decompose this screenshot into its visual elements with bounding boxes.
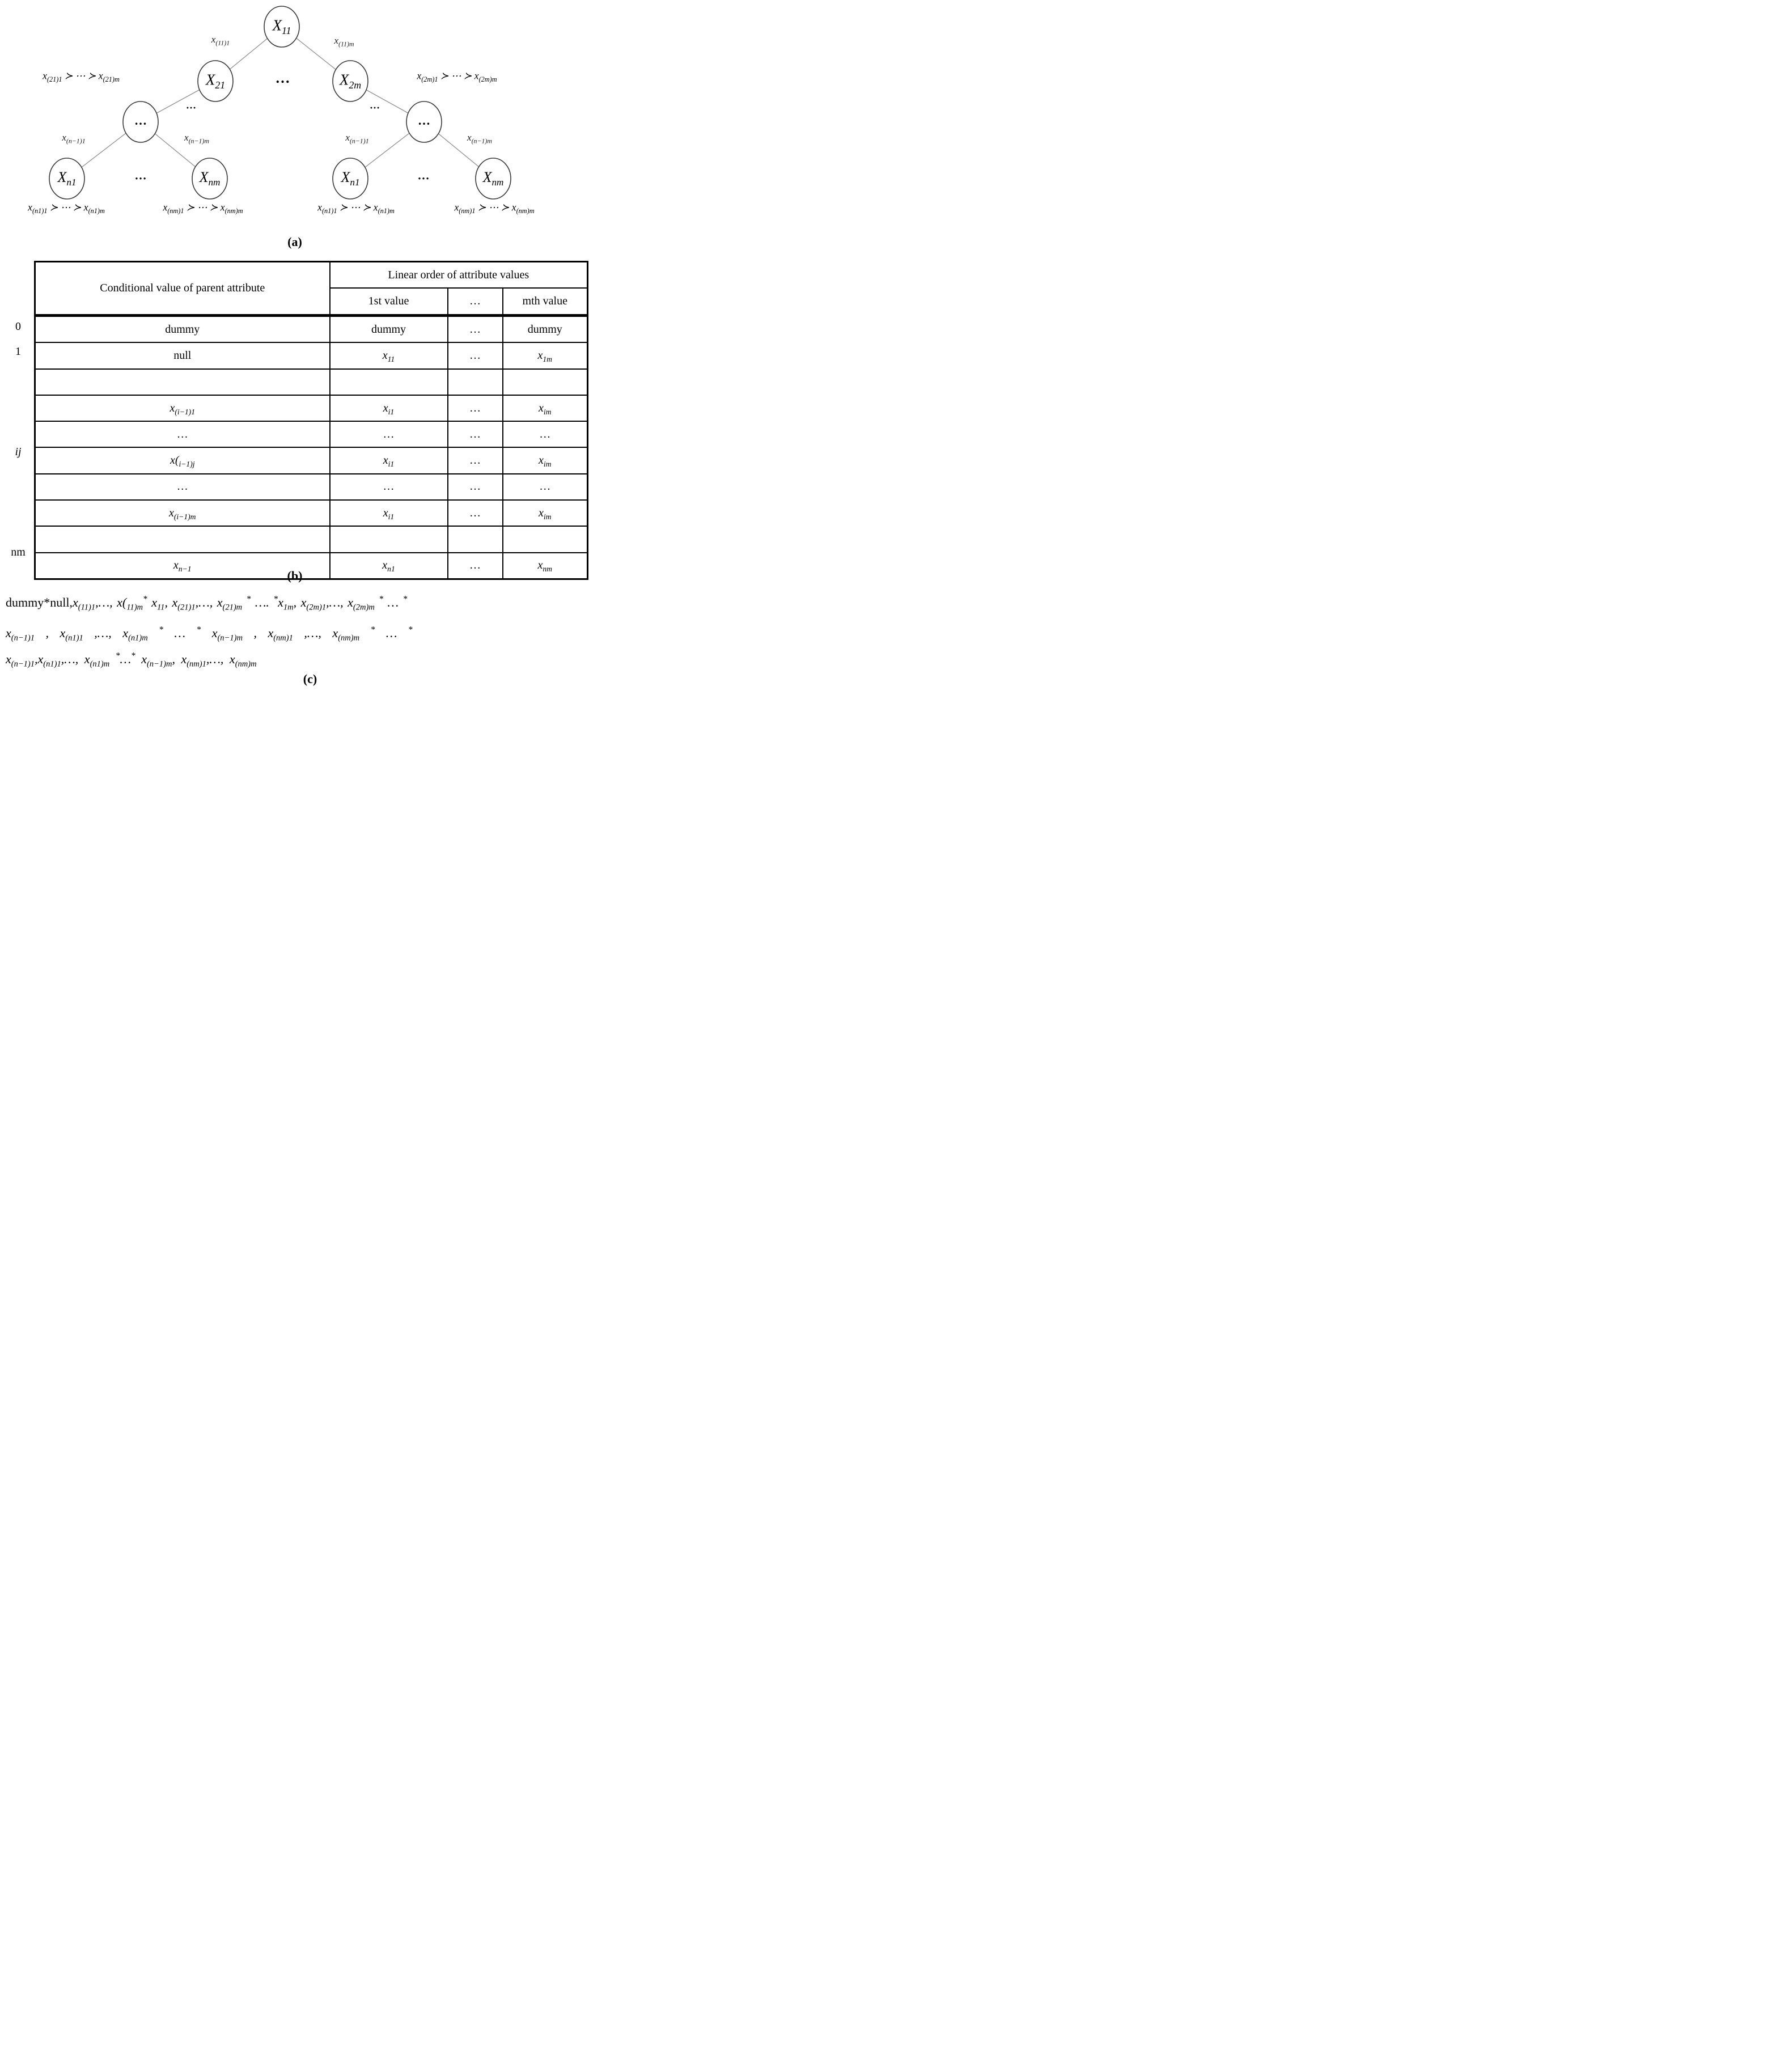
node-x2m-label: $X_{2m}$ [339,71,362,91]
order-label-xn1-left: $x_{(n1)1}$ ≻ ⋯ ≻ $x_{(n1)m}$ [28,201,105,215]
order-value-cell: … [448,395,503,421]
edge-label-xn11-right: $x_{(n-1)1}$ [345,132,369,145]
level3-ellipsis-left: … [186,99,196,111]
order-value-cell: … [330,474,448,500]
mth-value-header: mth value [503,288,588,316]
row-index-label [6,389,31,414]
mid-ellipsis-header: … [448,288,503,316]
order-value-cell: … [448,342,503,368]
order-value-cell: $x_{n1}$ [330,553,448,579]
level3-ellipsis-right: … [370,99,380,111]
formula-line-3: $x_{(n-1)1},x_{(n1)1},\dots$, $x_{(n1)m}$ *…* $x_{(n-1)m}$, $x_{(nm)1},\dots$, $x_{(nm)m}$ [6,651,257,669]
level2-ellipsis: … [275,70,291,86]
leaf-ellipsis-right: … [417,168,430,183]
row-index-label: nm [11,546,26,559]
formula-prefix: dummy*null, [6,595,73,609]
edge-label-xn1m-left: $x_{(n-1)m}$ [184,132,209,145]
table-row [35,553,588,579]
order-value-cell: $x_{im}$ [503,500,588,526]
figure-canvas [0,0,596,690]
order-value-cell: $x_{1m}$ [503,342,588,368]
table-row [35,474,588,500]
order-value-cell: $x_{i1}$ [330,447,448,473]
table-row [35,526,588,552]
row-index-label [6,490,31,515]
first-value-header: 1st value [330,288,448,316]
panel-c-label: (c) [303,672,317,686]
order-label-xn1-right: $x_{(n1)1}$ ≻ ⋯ ≻ $x_{(n1)m}$ [317,201,395,215]
order-value-cell: $x_{i1}$ [330,395,448,421]
node-x21-label: $X_{21}$ [205,71,226,91]
order-value-cell: … [448,553,503,579]
conditional-values-table [34,261,588,580]
parent-attribute-cell: $x_{(i-1)1}$ [35,395,330,421]
row-index-label: ij [15,446,22,459]
linear-order-group-header: Linear order of attribute values [330,262,588,289]
parent-attribute-cell: null [35,342,330,368]
table-row [35,421,588,447]
row-index-label [6,515,31,540]
tree-panel [0,0,596,252]
parent-attribute-cell: $x_{n-1}$ [35,553,330,579]
leaf-xn1-left: $X_{n1}$ [57,169,77,188]
edge-label-x111: $x_{(11)1}$ [211,34,230,47]
row-index-label [6,414,31,439]
panel-b-label: (b) [287,569,303,583]
order-value-cell: … [448,421,503,447]
order-value-cell [448,369,503,395]
row-index-label: 1 [15,345,21,358]
table-body [35,316,588,579]
formula-line-2: $x_{(n-1)1}$ , $x_{(n1)1}$ ,…, $x_{(n1)m}$ * … * $x_{(n-1)m}$ , $x_{(nm)1}$ ,…, $x_{(nm)m}$ * … * [6,625,413,643]
order-value-cell: … [448,316,503,343]
order-value-cell: $x_{11}$ [330,342,448,368]
order-value-cell [448,526,503,552]
row-labels [6,314,31,565]
ellipsis-node-right-label: … [418,113,430,128]
order-value-cell: … [503,474,588,500]
order-value-cell: $x_{nm}$ [503,553,588,579]
order-value-cell [330,526,448,552]
leaf-xnm-left: $X_{nm}$ [199,169,221,188]
parent-attribute-cell: dummy [35,316,330,343]
parent-attribute-cell: $x(_{i-1)j}$ [35,447,330,473]
parent-attribute-cell [35,526,330,552]
table-row [35,500,588,526]
edge-label-xn1m-right: $x_{(n-1)m}$ [467,132,492,145]
panel-a-label: (a) [287,235,302,249]
table-row [35,369,588,395]
row-index-label [6,365,31,389]
order-value-cell: … [448,447,503,473]
edge-label-x11m: $x_{(11)m}$ [334,35,354,48]
order-label-x21: $x_{(21)1}$ ≻ ⋯ ≻ $x_{(21)m}$ [43,70,120,83]
order-label-xnm-left: $x_{(nm)1}$ ≻ ⋯ ≻ $x_{(nm)m}$ [163,201,243,215]
order-label-xnm-right: $x_{(nm)1}$ ≻ ⋯ ≻ $x_{(nm)m}$ [454,201,535,215]
row-index-label: 0 [15,320,21,333]
order-value-cell [503,369,588,395]
parent-attribute-cell: $x_{(i-1)m}$ [35,500,330,526]
edge-label-xn11-left: $x_{(n-1)1}$ [62,132,86,145]
order-value-cell: dummy [503,316,588,343]
order-value-cell: … [503,421,588,447]
ellipsis-node-left-label: … [134,113,147,128]
order-value-cell: … [330,421,448,447]
order-value-cell [503,526,588,552]
order-value-cell: $x_{im}$ [503,447,588,473]
order-value-cell: dummy [330,316,448,343]
table-panel [34,261,588,580]
order-value-cell: … [448,500,503,526]
order-value-cell: $x_{im}$ [503,395,588,421]
table-row [35,395,588,421]
leaf-xnm-right: $X_{nm}$ [482,169,504,188]
row-index-label [6,465,31,490]
node-root-label: $X_{11}$ [272,16,291,36]
table-row [35,316,588,343]
parent-attribute-cell [35,369,330,395]
leaf-xn1-right: $X_{n1}$ [341,169,360,188]
leaf-ellipsis-left: … [134,168,147,183]
parent-attribute-cell: … [35,421,330,447]
order-value-cell: … [448,474,503,500]
order-value-cell: $x_{i1}$ [330,500,448,526]
order-value-cell [330,369,448,395]
formula-line1-math: $x_{(11)1},\dots$, $x(_{11)m}^*$ $x_{11}$, $x_{(21)1},\dots$, $x_{(21)m}$ * …. $^*x_{1m}$, $x_{(2m)1},\dots$, $x_{(2m)m}$ * … * [72,594,408,612]
table-row [35,447,588,473]
parent-attribute-header: Conditional value of parent attribute [35,262,330,316]
table-row [35,342,588,368]
formula-line-1 [6,595,592,610]
order-label-x2m: $x_{(2m)1}$ ≻ ⋯ ≻ $x_{(2m)m}$ [417,70,497,83]
parent-attribute-cell: … [35,474,330,500]
